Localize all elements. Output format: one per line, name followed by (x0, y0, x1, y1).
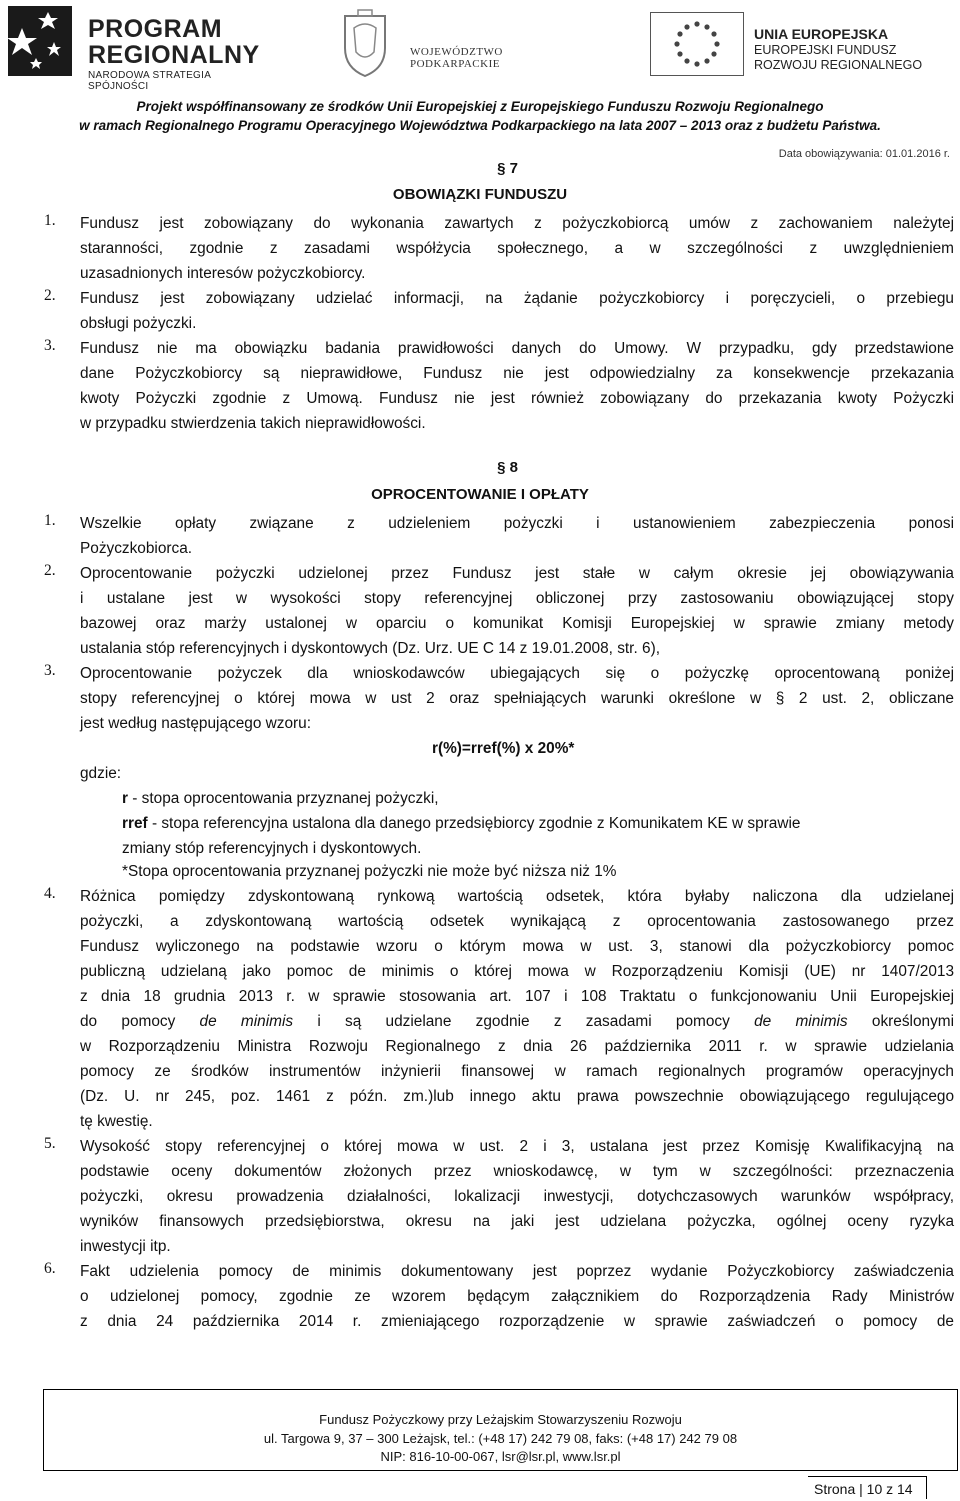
s8-item-4-line: do pomocy de minimis i są udzielane zgodnie z zasadami pomocy de minimis określonymi (80, 1013, 955, 1030)
s8-item-1-line: Wszelkie opłaty związane z udzieleniem pożyczki i ustanowieniem zabezpieczenia ponosi (80, 515, 954, 532)
s8-item-1-line: Pożyczkobiorca. (80, 540, 193, 557)
footnote: *Stopa oprocentowania przyznanej pożyczki nie może być niższa niż 1% (122, 863, 617, 880)
coat-of-arms-icon (340, 8, 390, 78)
s8-item-2-line: ustalania stóp referencyjnych i dyskontowych (Dz. Urz. UE C 14 z 19.01.2008, str. 6), (80, 640, 660, 657)
s8-item-4-line: (Dz. U. nr 245, poz. 1461 z późn. zm.)lub innego aktu prawa powszechnie obowiązującego regulującego (80, 1088, 954, 1105)
s8-item-5-line: Wysokość stopy referencyjnej o której mowa w ust. 2 i 3, ustalana jest przez Komisję Kwalifikacyjną na (80, 1138, 954, 1155)
footer-line-2: ul. Targowa 9, 37 – 300 Leżajsk, tel.: (+48 17) 242 79 08, faks: (+48 17) 242 79 08 (263, 1431, 738, 1446)
s7-item-2-num: 2. (44, 287, 56, 304)
s8-item-6-line: o udzielonej pomocy, zgodnie ze wzorem będącym załącznikiem do Rozporządzenia Rady Ministrów (80, 1288, 954, 1305)
s8-item-4-line: Różnica pomiędzy zdyskontowaną rynkową wartością odsetek, która byłaby naliczona dla udzielanej (80, 888, 954, 905)
s8-item-6-line: z dnia 24 października 2014 r. zmieniającego rozporządzenie w sprawie zaświadczeń o pomocy de (80, 1313, 954, 1330)
s8-item-4-num: 4. (44, 885, 56, 902)
s8-item-4-line: pomocy ze środków instrumentów inżynierii finansowej w ramach regionalnych programów operacyjnych (80, 1063, 954, 1080)
program-regionalny-mark-icon (8, 6, 72, 76)
s8-item-4-line: z dnia 18 grudnia 2013 r. w sprawie stosowania art. 107 i 108 Traktatu o funkcjonowaniu Unii Europejskiej (80, 988, 954, 1005)
s8-item-2-line: bazowej oraz marży ustalonej w oparciu o komunikat Komisji Europejskiej w sprawie zmiany metody (80, 615, 954, 632)
s8-item-3-line: stopy referencyjnej o której mowa w ust 2 oraz spełniających warunki określone w § 2 ust. 2, obliczane (80, 690, 954, 707)
s7-item-1-num: 1. (44, 212, 56, 229)
s8-item-5-line: wyników finansowych przedsiębiorstwa, okresu na jaki jest udzielana pożyczka, ogólnej oceny ryzyka (80, 1213, 954, 1230)
s8-item-4-line: pożyczki, a zdyskontowaną wartością odsetek wynikającą z oprocentowania zastosowanego przez (80, 913, 954, 930)
def-r-text: - stopa oprocentowania przyznanej pożyczki, (128, 790, 439, 807)
s7-item-2-line: obsługi pożyczki. (80, 315, 197, 332)
s8-item-5-line: inwestycji itp. (80, 1238, 171, 1255)
s7-item-3-line: kwoty Pożyczki zgodnie z Umową. Fundusz nie jest również zobowiązany do przekazania kwoty Pożyczki (80, 390, 954, 407)
def-rref (122, 812, 800, 837)
s8-item-2-num: 2. (44, 562, 56, 579)
wojewodztwo-logo (340, 8, 580, 84)
eu-logo (650, 12, 950, 82)
s8-item-3-line: jest według następującego wzoru: (80, 715, 312, 732)
s8-item-6-line: Fakt udzielenia pomocy de minimis dokumentowany jest poprzez wydanie Pożyczkobiorcy zaświadczenia (80, 1263, 954, 1280)
s8-item-3-line: Oprocentowanie pożyczek dla wnioskodawców ubiegających się o pożyczkę oprocentowaną poniżej (80, 665, 954, 682)
logo-right-line1: UNIA EUROPEJSKA (754, 26, 889, 42)
where-label: gdzie: (80, 765, 122, 782)
s8-item-5-num: 5. (44, 1135, 56, 1152)
logo-mid-text: WOJEWÓDZTWO PODKARPACKIE (410, 46, 503, 70)
logo-right-line2: EUROPEJSKI FUNDUSZ (754, 43, 897, 57)
logo-left-sub: NARODOWA STRATEGIA SPÓJNOŚCI (88, 70, 211, 92)
def-rref-term: rref (122, 815, 148, 832)
s8-item-6-num: 6. (44, 1260, 56, 1277)
s7-item-3-line: Fundusz nie ma obowiązku badania prawidłowości danych do Umowy. W przypadku, gdy przedstawione (80, 340, 954, 357)
s8-item-3-num: 3. (44, 662, 56, 679)
s7-item-1-line: Fundusz jest zobowiązany do wykonania zawartych z pożyczkobiorcą umów z zachowaniem należytej (80, 215, 954, 232)
s8-item-1-num: 1. (44, 512, 56, 529)
logo-right-line3: ROZWOJU REGIONALNEGO (754, 58, 923, 72)
section-8-title: OPROCENTOWANIE I OPŁATY (371, 486, 589, 503)
footer-line-3: NIP: 816-10-00-067, lsr@lsr.pl, www.lsr.pl (380, 1449, 621, 1464)
logo-left-line2: REGIONALNY (88, 41, 260, 69)
s7-item-1-line: uzasadnionych interesów pożyczkobiorcy. (80, 265, 366, 282)
s7-item-3-line: dane Pożyczkobiorcy są nieprawidłowe, Fundusz nie jest odpowiedzialny za konsekwencje przekazania (80, 365, 954, 382)
footer-line-1: Fundusz Pożyczkowy przy Leżajskim Stowarzyszeniu Rozwoju (319, 1412, 682, 1427)
validity-date: Data obowiązywania: 01.01.2016 r. (778, 148, 950, 160)
s8-item-4-line: Fundusz wyliczonego na podstawie wzoru o którym mowa w ust. 3, stanowi dla pożyczkobiorcy pomoc (80, 938, 954, 955)
s8-item-2-line: i ustalane jest w wysokości stopy referencyjnej obliczonej przy zastosowaniu obowiązującej stopy (80, 590, 954, 607)
def-rref-cont: zmiany stóp referencyjnych i dyskontowych. (122, 840, 422, 857)
s7-item-1-line: staranności, zgodnie z zasadami współżycia społecznego, a w szczególności z uwzględnieniem (80, 240, 954, 257)
section-7-title: OBOWIĄZKI FUNDUSZU (392, 186, 568, 203)
project-line-2: w ramach Regionalnego Programu Operacyjnego Województwa Podkarpackiego na lata 2007 – 2013 oraz z budżetu Państwa. (79, 118, 881, 133)
def-r (122, 787, 439, 812)
s8-item-5-line: podstawie oceny dokumentów złożonych przez wnioskodawcę, w tym w szczególności: przeznaczenia (80, 1163, 954, 1180)
s7-item-3-line: w przypadku stwierdzenia takich nieprawidłowości. (80, 415, 426, 432)
section-7-number: § 7 (497, 160, 518, 177)
s8-item-4-line: publiczną udzielaną jako pomoc de minimis o której mowa w Rozporządzeniu Komisji (UE) nr 1407/2013 (80, 963, 954, 980)
def-rref-text: - stopa referencyjna ustalona dla danego przedsiębiorcy zgodnie z Komunikatem KE w sprawie (147, 815, 801, 832)
def-r-term: r (122, 790, 128, 807)
formula: r(%)=rref(%) x 20%* (432, 740, 575, 757)
section-8-number: § 8 (497, 459, 518, 476)
eu-flag-icon (650, 12, 744, 76)
s7-item-2-line: Fundusz jest zobowiązany udzielać informacji, na żądanie pożyczkobiorcy i poręczycieli, o przebiegu (80, 290, 954, 307)
s8-item-2-line: Oprocentowanie pożyczki udzielonej przez Fundusz jest stałe w całym okresie jej obowiązywania (80, 565, 954, 582)
project-line-1: Projekt współfinansowany ze środków Unii Europejskiej z Europejskiego Funduszu Rozwoju Regionalnego (136, 99, 824, 114)
page-number: Strona | 10 z 14 (814, 1481, 913, 1497)
s7-item-3-num: 3. (44, 337, 56, 354)
s8-item-4-line: tę kwestię. (80, 1113, 153, 1130)
s8-item-4-line: w Rozporządzeniu Ministra Rozwoju Regionalnego z dnia 26 października 2011 r. w sprawie udzielania (80, 1038, 954, 1055)
header-logos (0, 0, 960, 90)
s8-item-5-line: pożyczki, okresu prowadzenia działalności, lokalizacji inwestycji, dotychczasowych warunków współpracy, (80, 1188, 954, 1205)
program-regionalny-logo (8, 6, 263, 92)
logo-left-line1: PROGRAM (88, 15, 223, 43)
